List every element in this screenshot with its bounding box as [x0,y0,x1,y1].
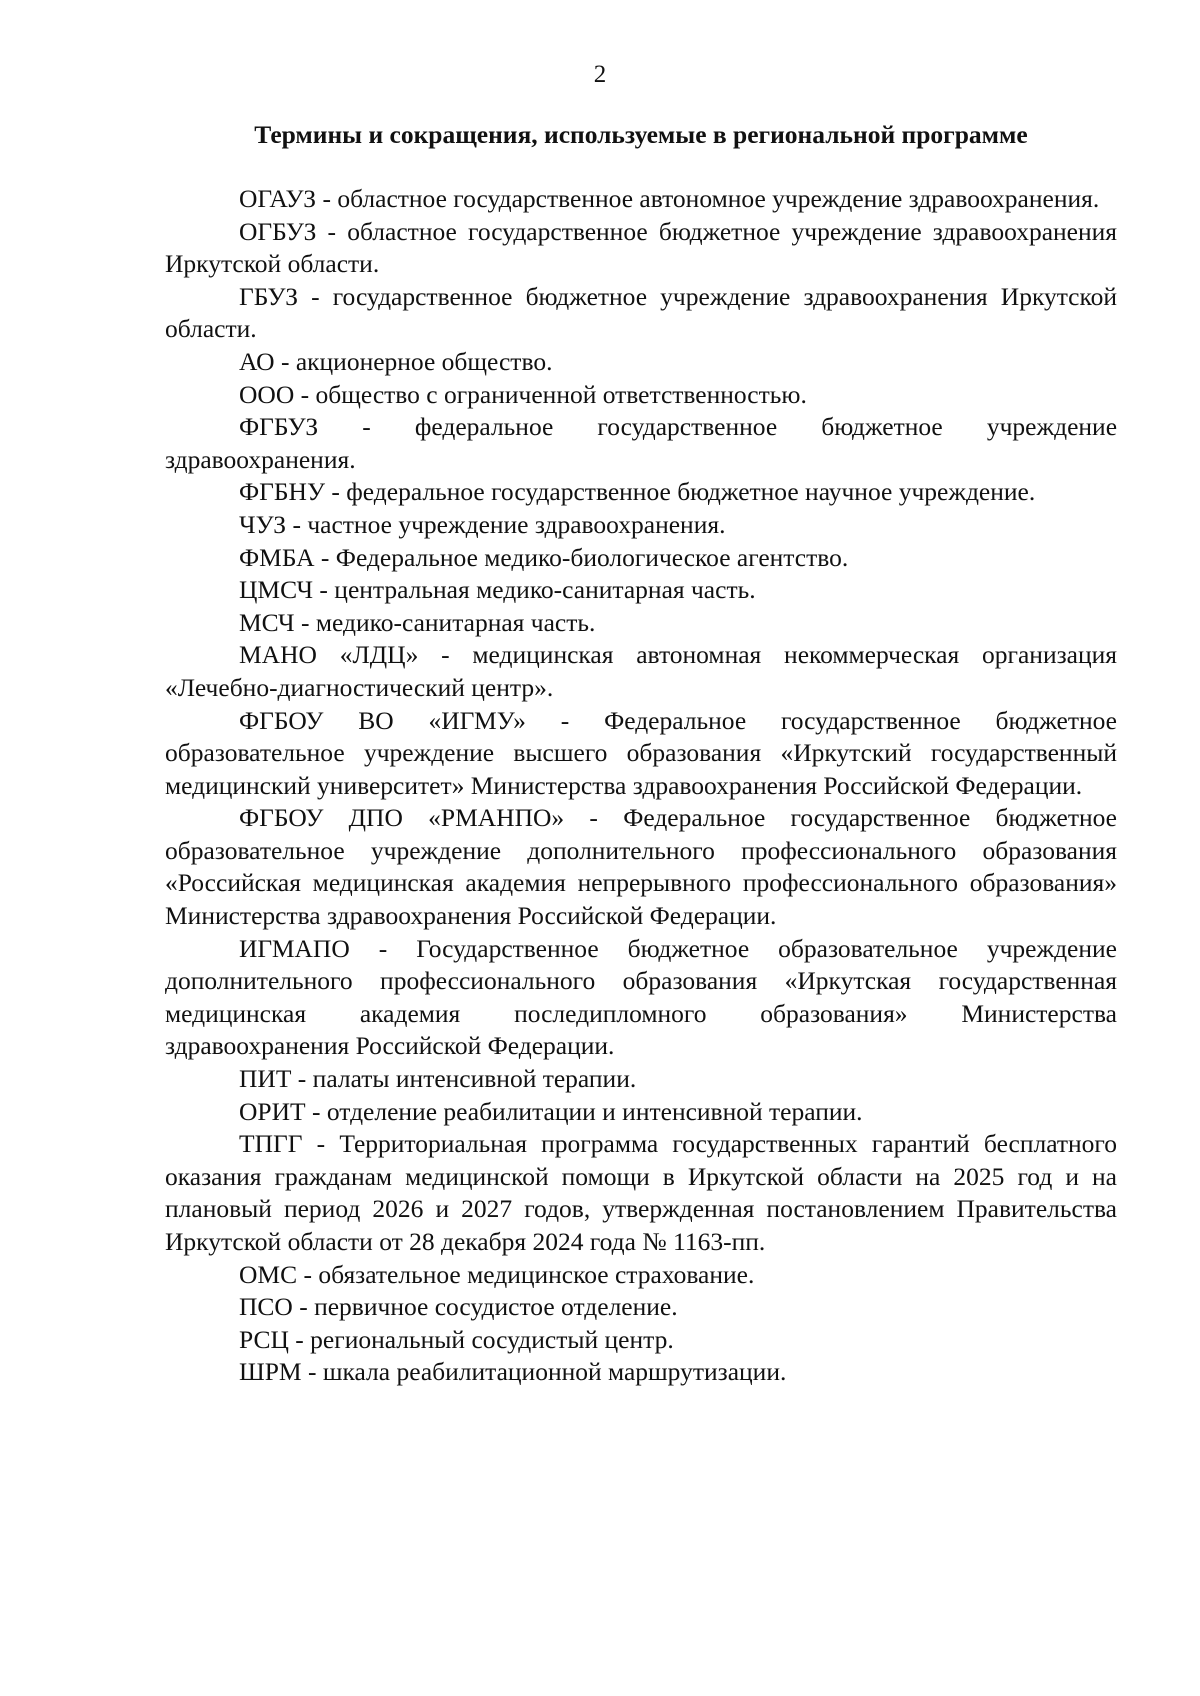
term-separator: - [301,1357,323,1387]
term-definition: палаты интенсивной терапии. [312,1064,637,1094]
term-abbreviation: ОГБУЗ [239,216,317,246]
term-separator: - [297,281,333,311]
term-item [165,802,1117,932]
term-item [165,379,1117,412]
term-definition: шкала реабилитационной маршрутизации. [322,1357,787,1387]
term-abbreviation: ТПГГ [239,1129,303,1159]
term-definition: Территориальная программа государственных гарантий бесплатного оказания гражданам медицинской помощи в Иркутской области на 2025 год и на плановый период 2026 и 2027 годов, утвержденная постановлением Правительства Иркутской области от 28 декабря 2024 года № 1163-пп. [165,1129,1117,1256]
term-definition: медицинская автономная некоммерческая организация «Лечебно-диагностический центр». [165,640,1118,702]
term-definition: медико-санитарная часть. [315,607,596,637]
term-item [165,183,1117,216]
term-definition: федеральное государственное бюджетное научное учреждение. [346,477,1036,507]
term-abbreviation: ПИТ [239,1064,292,1094]
term-definition: Федеральное медико-биологическое агентство. [335,542,849,572]
term-definition: обязательное медицинское страхование. [318,1259,755,1289]
term-abbreviation: ОРИТ [239,1096,306,1126]
term-abbreviation: ПСО [239,1292,293,1322]
term-abbreviation: ФГБУЗ [239,412,319,442]
term-definition: акционерное общество. [295,346,553,376]
term-abbreviation: ФМБА [239,542,315,572]
term-item [165,1291,1117,1324]
term-separator: - [292,1292,315,1322]
term-definition: областное государственное бюджетное учреждение здравоохранения Иркутской области. [165,216,1118,279]
term-separator: - [274,346,296,376]
term-item [165,705,1117,803]
term-abbreviation: РСЦ [239,1324,289,1354]
term-abbreviation: ФГБОУ ВО «ИГМУ» [239,705,526,735]
term-separator: - [318,412,415,442]
term-abbreviation: МАНО «ЛДЦ» [239,640,419,670]
term-definition: Федеральное государственное бюджетное образовательное учреждение высшего образования «Иркутский государственный медицинский университет» Министерства здравоохранения Российской Федерации. [165,705,1117,800]
term-abbreviation: ОГАУЗ [239,184,317,213]
term-item [165,509,1117,542]
term-item [165,542,1117,575]
term-abbreviation: ОМС [239,1259,298,1289]
term-definition: отделение реабилитации и интенсивной терапии. [326,1096,863,1126]
terms-list [165,183,1117,1389]
term-abbreviation: ООО [239,379,295,409]
term-separator: - [294,379,316,409]
term-item [165,1259,1117,1292]
term-definition: областное государственное автономное учреждение здравоохранения. [337,184,1100,213]
term-item [165,1356,1117,1389]
term-separator: - [297,1259,319,1289]
term-separator: - [525,705,605,735]
term-abbreviation: ФГБНУ [239,477,326,507]
term-separator: - [325,477,347,507]
term-abbreviation: МСЧ [239,607,295,637]
term-abbreviation: ЦМСЧ [239,575,314,605]
term-definition: региональный сосудистый центр. [310,1324,674,1354]
term-item [165,1324,1117,1357]
term-separator: - [305,1096,327,1126]
page-title: Термины и сокращения, используемые в региональной программе [254,120,1028,149]
term-item [165,1128,1117,1258]
term-item [165,1096,1117,1129]
term-separator: - [316,216,348,246]
term-item [165,639,1117,704]
page-number: 2 [593,61,607,88]
term-item [165,281,1117,346]
term-definition: частное учреждение здравоохранения. [307,509,726,539]
term-item [165,216,1117,281]
term-separator: - [314,542,336,572]
term-abbreviation: ШРМ [239,1357,302,1387]
term-separator: - [288,1324,311,1354]
term-separator: - [313,575,335,605]
term-separator: - [564,803,624,833]
term-item [165,411,1117,476]
term-item [165,574,1117,607]
term-definition: федеральное государственное бюджетное учреждение здравоохранения. [165,412,1118,474]
term-abbreviation: ГБУЗ [239,281,298,311]
term-item [165,607,1117,640]
term-abbreviation: АО [239,346,275,376]
term-definition: Федеральное государственное бюджетное образовательное учреждение дополнительного профессионального образования «Российская медицинская академия непрерывного профессионального образования» Министерства здравоохранения Российской Федерации. [165,803,1117,931]
term-definition: первичное сосудистое отделение. [314,1292,678,1322]
term-definition: общество с ограниченной ответственностью. [315,379,807,409]
term-separator: - [302,1129,340,1159]
term-item [165,1063,1117,1096]
term-separator: - [294,607,316,637]
term-definition: государственное бюджетное учреждение здравоохранения Иркутской области. [165,281,1117,344]
term-separator: - [349,933,417,963]
term-separator: - [291,1064,313,1094]
term-separator: - [286,509,308,539]
term-item [165,346,1117,379]
term-item [165,476,1117,509]
term-abbreviation: ФГБОУ ДПО «РМАНПО» [239,803,565,833]
term-separator: - [316,184,338,213]
term-item [165,933,1117,1063]
term-separator: - [418,640,473,670]
term-abbreviation: ЧУЗ [239,509,287,539]
term-definition: Государственное бюджетное образовательное учреждение дополнительного профессионального образования «Иркутская государственная медицинская академия последипломного образования» Министерства здравоохранения Российской Федерации. [165,933,1117,1061]
term-definition: центральная медико-санитарная часть. [334,575,756,605]
term-abbreviation: ИГМАПО [239,933,350,963]
